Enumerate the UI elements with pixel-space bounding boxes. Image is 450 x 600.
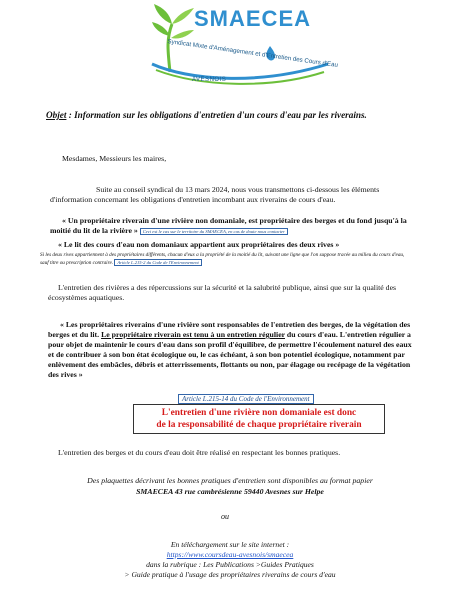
website-link[interactable]: https://www.coursdeau-avesnois/smaecea: [166, 550, 294, 559]
quote1-text: « Un propriétaire riverain d'une rivière non domaniale, est propriétaire des berges et du fond jusqu'à la moitié du lit de la rivière »: [50, 216, 407, 235]
quote1-note: Ceci est le cas sur le territoire du SMAECEA, en cas de doute nous contacter: [140, 228, 288, 235]
securite-paragraph: L'entretien des rivières a des répercussions sur la sécurité et la salubrité publique, ainsi que sur la qualité des écosystèmes aquatiques.: [48, 283, 397, 302]
guide-path: > Guide pratique à l'usage des propriétaires riverains de cours d'eau: [124, 570, 336, 579]
bonnes-pratiques-paragraph: L'entretien des berges et du cours d'eau doit être réalisé en respectant les bonnes pratiques.: [58, 448, 341, 457]
smaecea-address: SMAECEA 43 rue cambrésienne 59440 Avesnes sur Helpe: [136, 487, 324, 496]
intro-paragraph: Suite au conseil syndical du 13 mars 2024, nous vous transmettons ci-dessous les éléments d'information concernant les obligations d'entretien incombant aux riverains de cours d'eau.: [50, 185, 380, 204]
logo-subtitle: Syndicat Mixte d'Aménagement et d'Entretien des Cours d'Eau: [167, 38, 339, 69]
quote3-underlined: Le propriétaire riverain est tenu à un entretien régulier: [101, 330, 285, 339]
ou-separator: ou: [221, 512, 229, 521]
deux-rives-note: [40, 252, 412, 267]
logo-region: AVESNOIS: [192, 77, 227, 83]
object-text: : Information sur les obligations d'entretien d'un cours d'eau par les riverains.: [66, 110, 367, 120]
publications-path: dans la rubrique : Les Publications >Guides Pratiques: [146, 560, 314, 569]
quote3-part2: du cours d'eau. L'entretien régulier a pour objet de maintenir le cours d'eau dans son profil d'équilibre, de permettre l'écoulement naturel des eaux et de contribuer à son bon état écologique ou, le cas échéant, à son bon potentiel écologique, notamment par enlèvement des embâcles, débris et atterrissements, flottants ou non, par élagage ou recépage de la végétation des rives »: [48, 330, 412, 379]
warning-line-1: L'entretien d'une rivière non domaniale est donc: [161, 408, 357, 418]
quote-lit-cours-eau: « Le lit des cours d'eau non domaniaux appartient aux propriétaires des deux rives »: [58, 240, 340, 249]
greeting: Mesdames, Messieurs les maires,: [62, 154, 167, 163]
plaquettes-line: Des plaquettes décrivant les bonnes pratiques d'entretien sont disponibles au format papier: [87, 476, 373, 485]
download-intro: En téléchargement sur le site internet :: [170, 540, 290, 549]
warning-box: [133, 404, 385, 434]
warning-line-2: de la responsabilité de chaque propriétaire riverain: [156, 420, 362, 430]
small1-text: Si les deux rives appartiennent à des propriétaires différents, chacun d'eux a la propriété de la moitié du lit, suivant une ligne que l'on suppose tracée au milieu du cours d'eau, sauf titre ou prescription contraire.: [40, 252, 405, 266]
smaecea-logo: [148, 2, 339, 92]
quote-propriete-berges: [50, 216, 412, 237]
quote-responsabilite: [48, 320, 412, 380]
quote3-part1: « Les propriétaires riverains d'une rivière sont responsables de l'entretien des berges, de la végétation des berges et du lit.: [48, 320, 411, 339]
logo-title: SMAECEA: [194, 6, 312, 31]
article-l215-14-ref: Article L.215-14 du Code de l'Environnement: [178, 394, 314, 404]
object-label: Objet: [46, 110, 67, 120]
article-l215-2-ref: Article L.215-2 du Code de l'Environnement: [114, 259, 201, 266]
object-line: [46, 110, 367, 120]
